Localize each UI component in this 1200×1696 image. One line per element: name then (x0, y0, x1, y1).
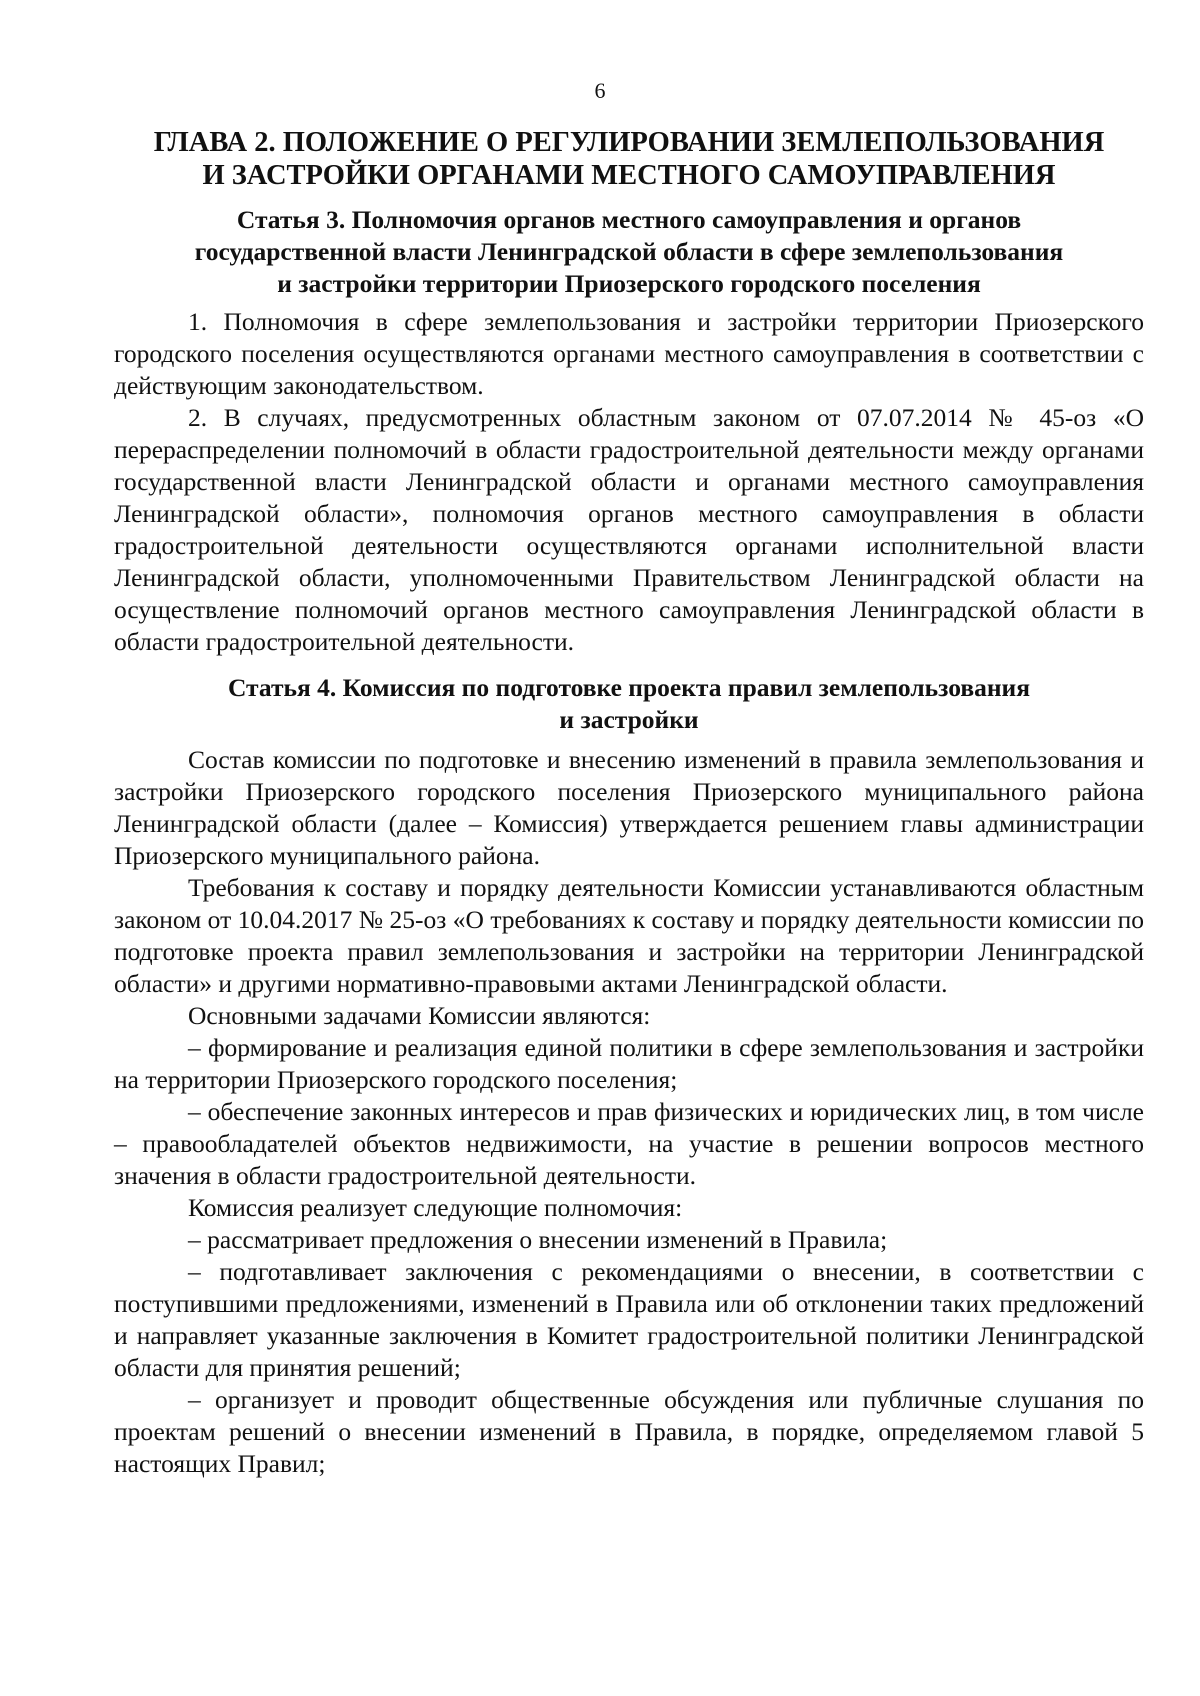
article-4-paragraph-composition: Состав комиссии по подготовке и внесению изменений в правила землепользования и застройки Приозерского городского поселения Приозерского муниципального района Ленинградской области (далее – Комиссия) утверждается решением главы администрации Приозерского муниципального района. (114, 745, 1144, 870)
article-title-line: Статья 3. Полномочия органов местного самоуправления и органов (236, 205, 1022, 234)
article-4-powers-heading: Комиссия реализует следующие полномочия: (188, 1193, 683, 1222)
article-4-tasks-heading: Основными задачами Комиссии являются: (188, 1001, 651, 1030)
article-4-paragraph-requirements: Требования к составу и порядку деятельности Комиссии устанавливаются областным законом от 10.04.2017 № 25-оз «О требованиях к составу и порядку деятельности комиссии по подготовке проекта правил землепользования и застройки на территории Ленинградской области» и другими нормативно-правовыми актами Ленинградской области. (114, 873, 1144, 998)
article-title-line: и застройки территории Приозерского городского поселения (277, 269, 981, 298)
article-title-line: государственной власти Ленинградской области в сфере землепользования (194, 237, 1064, 266)
powers-list-item: – рассматривает предложения о внесении изменений в Правила; (188, 1225, 888, 1254)
article-4-title (114, 672, 1144, 736)
article-title-line: и застройки (559, 705, 699, 734)
powers-list-item: – подготавливает заключения с рекомендациями о внесении, в соответствии с поступившими предложениями, изменений в Правила или об отклонении таких предложений и направляет указанные заключения в Комитет градостроительной политики Ленинградской области для принятия решений; (114, 1257, 1144, 1382)
article-3-paragraph-1: 1. Полномочия в сфере землепользования и застройки территории Приозерского городского поселения осуществляются органами местного самоуправления в соответствии с действующим законодательством. (114, 307, 1144, 400)
page-content (114, 126, 1144, 1480)
powers-list-item: – организует и проводит общественные обсуждения или публичные слушания по проектам решений о внесении изменений в Правила, в порядке, определяемом главой 5 настоящих Правил; (114, 1385, 1144, 1478)
chapter-title-line: И ЗАСТРОЙКИ ОРГАНАМИ МЕСТНОГО САМОУПРАВЛЕНИЯ (202, 160, 1056, 191)
task-list-item: – обеспечение законных интересов и прав физических и юридических лиц, в том числе – правообладателей объектов недвижимости, на участие в решении вопросов местного значения в области градостроительной деятельности. (114, 1097, 1144, 1190)
article-title-line: Статья 4. Комиссия по подготовке проекта правил землепользования (227, 673, 1031, 702)
chapter-title-line: ГЛАВА 2. ПОЛОЖЕНИЕ О РЕГУЛИРОВАНИИ ЗЕМЛЕПОЛЬЗОВАНИЯ (153, 127, 1105, 158)
chapter-title (114, 126, 1144, 192)
article-3-paragraph-2: 2. В случаях, предусмотренных областным законом от 07.07.2014 № 45-оз «О перераспределении полномочий в области градостроительной деятельности между органами государственной власти Ленинградской области и органами местного самоуправления Ленинградской области», полномочия органов местного самоуправления в области градостроительной деятельности осуществляются органами исполнительной власти Ленинградской области, уполномоченными Правительством Ленинградской области на осуществление полномочий органов местного самоуправления Ленинградской области в области градостроительной деятельности. (114, 403, 1144, 656)
page-number: 6 (594, 78, 606, 103)
article-3-title (114, 204, 1144, 300)
task-list-item: – формирование и реализация единой политики в сфере землепользования и застройки на территории Приозерского городского поселения; (114, 1033, 1144, 1094)
